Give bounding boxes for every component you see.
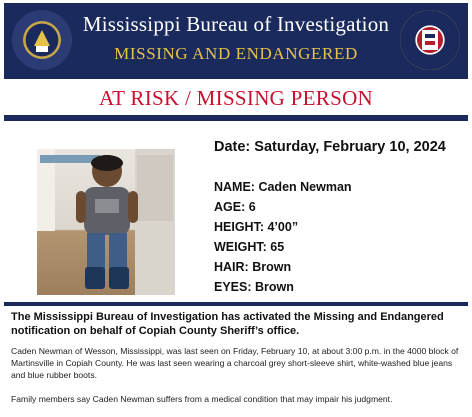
last-seen-paragraph: Caden Newman of Wesson, Mississippi, was last seen on Friday, February 10, at about 3:00 p.m. in the 4000 block of Martinsville in Copiah County. He was last seen wearing a charcoal grey short-sleeve shirt, white-washed blue jeans and blue rubber boots. [11,346,459,380]
fact-eyes: EYES: Brown [214,280,294,294]
missing-person-photo [37,149,175,295]
fact-height: HEIGHT: 4’00” [214,220,299,234]
divider-bottom [4,302,468,306]
alert-type-title: MISSING AND ENDANGERED [114,44,358,63]
fact-weight: WEIGHT: 65 [214,240,285,254]
fact-age: AGE: 6 [214,200,256,214]
fact-name: NAME: Caden Newman [214,180,352,194]
header-bar [4,3,468,79]
activation-notice: The Mississippi Bureau of Investigation has activated the Missing and Endangered notification on behalf of Copiah County Sheriff’s office. [11,311,444,337]
divider-top [4,115,468,121]
report-date: Date: Saturday, February 10, 2024 [214,139,446,155]
person-details [214,180,352,300]
agency-title: Mississippi Bureau of Investigation [82,12,390,36]
bureau-seal-logo [400,10,460,70]
alert-banner: AT RISK / MISSING PERSON [98,86,374,110]
fact-hair: HAIR: Brown [214,260,292,274]
medical-condition-paragraph: Family members say Caden Newman suffers from a medical condition that may impair his judgment. [11,394,393,404]
